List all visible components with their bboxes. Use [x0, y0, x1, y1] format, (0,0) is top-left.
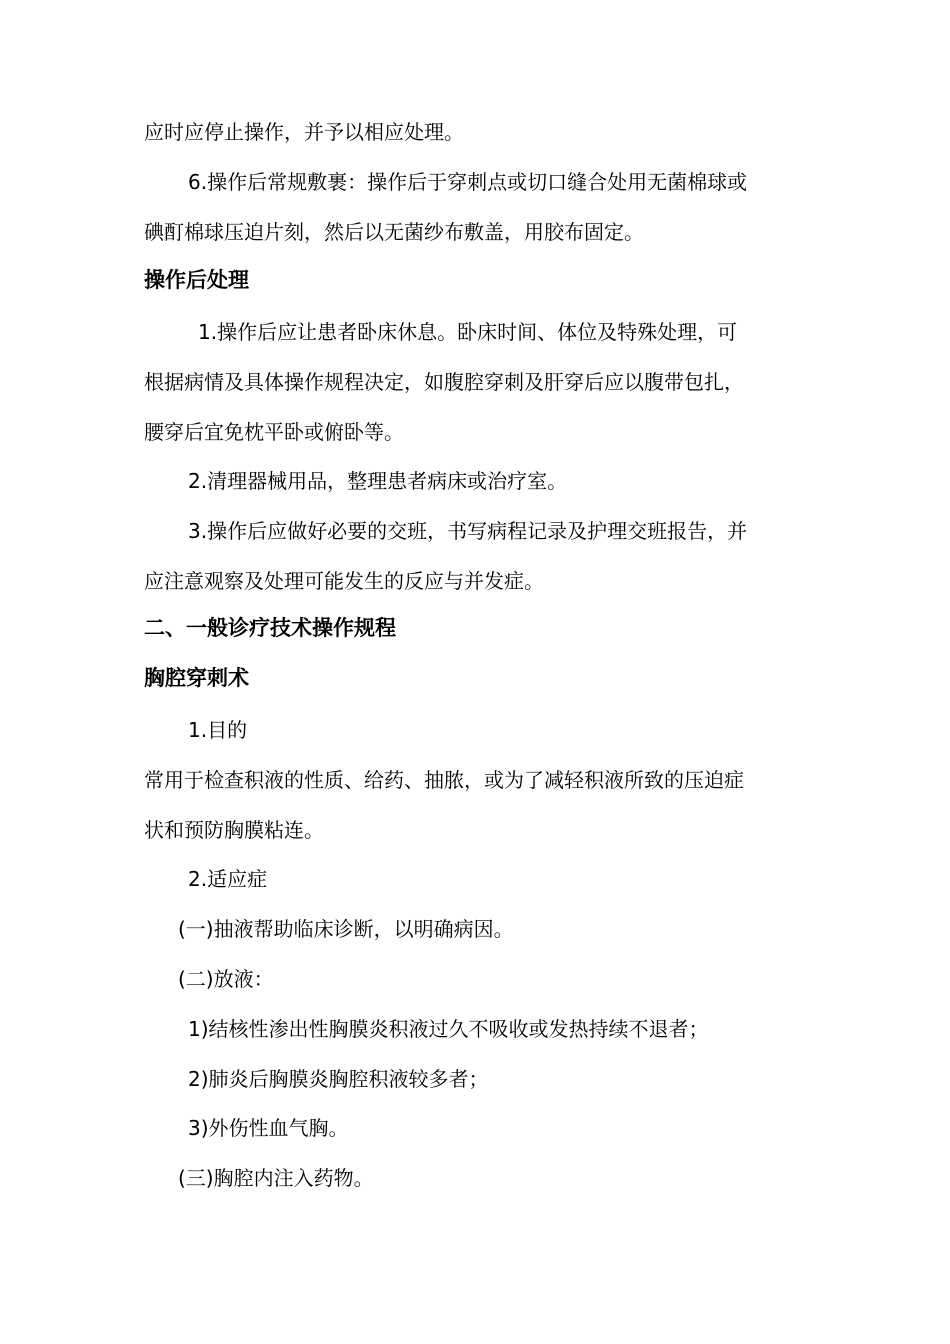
section-heading: 操作后处理	[144, 268, 249, 292]
list-item: 1)结核性渗出性胸膜炎积液过久不吸收或发热持续不退者；	[188, 1017, 709, 1041]
paragraph-line: 碘酊棉球压迫片刻，然后以无菌纱布敷盖，用胶布固定。	[144, 220, 644, 244]
paragraph-line: 常用于检查积液的性质、给药、抽脓，或为了减轻积液所致的压迫症	[144, 768, 744, 792]
list-item: (一)抽液帮助临床诊断，以明确病因。	[178, 917, 514, 941]
paragraph-line: 1.目的	[188, 718, 248, 742]
section-heading: 胸腔穿刺术	[144, 666, 249, 690]
paragraph-line: 状和预防胸膜粘连。	[144, 818, 324, 842]
paragraph-line: 根据病情及具体操作规程决定，如腹腔穿刺及肝穿后应以腹带包扎，	[144, 370, 744, 394]
paragraph-line: 腰穿后宜免枕平卧或俯卧等。	[144, 420, 404, 444]
paragraph-line: 应时应停止操作，并予以相应处理。	[144, 120, 464, 144]
paragraph-line: 6.操作后常规敷裹：操作后于穿刺点或切口缝合处用无菌棉球或	[188, 170, 748, 194]
list-item: 2)肺炎后胸膜炎胸腔积液较多者；	[188, 1067, 489, 1091]
list-item: 3)外伤性血气胸。	[188, 1116, 349, 1140]
paragraph-line: 3.操作后应做好必要的交班，书写病程记录及护理交班报告，并	[188, 519, 748, 543]
paragraph-line: 2.适应症	[188, 867, 268, 891]
chapter-heading: 二、一般诊疗技术操作规程	[144, 616, 396, 640]
paragraph-line: 2.清理器械用品，整理患者病床或治疗室。	[188, 469, 568, 493]
list-item: (二)放液：	[178, 967, 274, 991]
paragraph-line: 1.操作后应让患者卧床休息。卧床时间、体位及特殊处理，可	[198, 320, 738, 344]
paragraph-line: 应注意观察及处理可能发生的反应与并发症。	[144, 569, 544, 593]
list-item: (三)胸腔内注入药物。	[178, 1166, 374, 1190]
